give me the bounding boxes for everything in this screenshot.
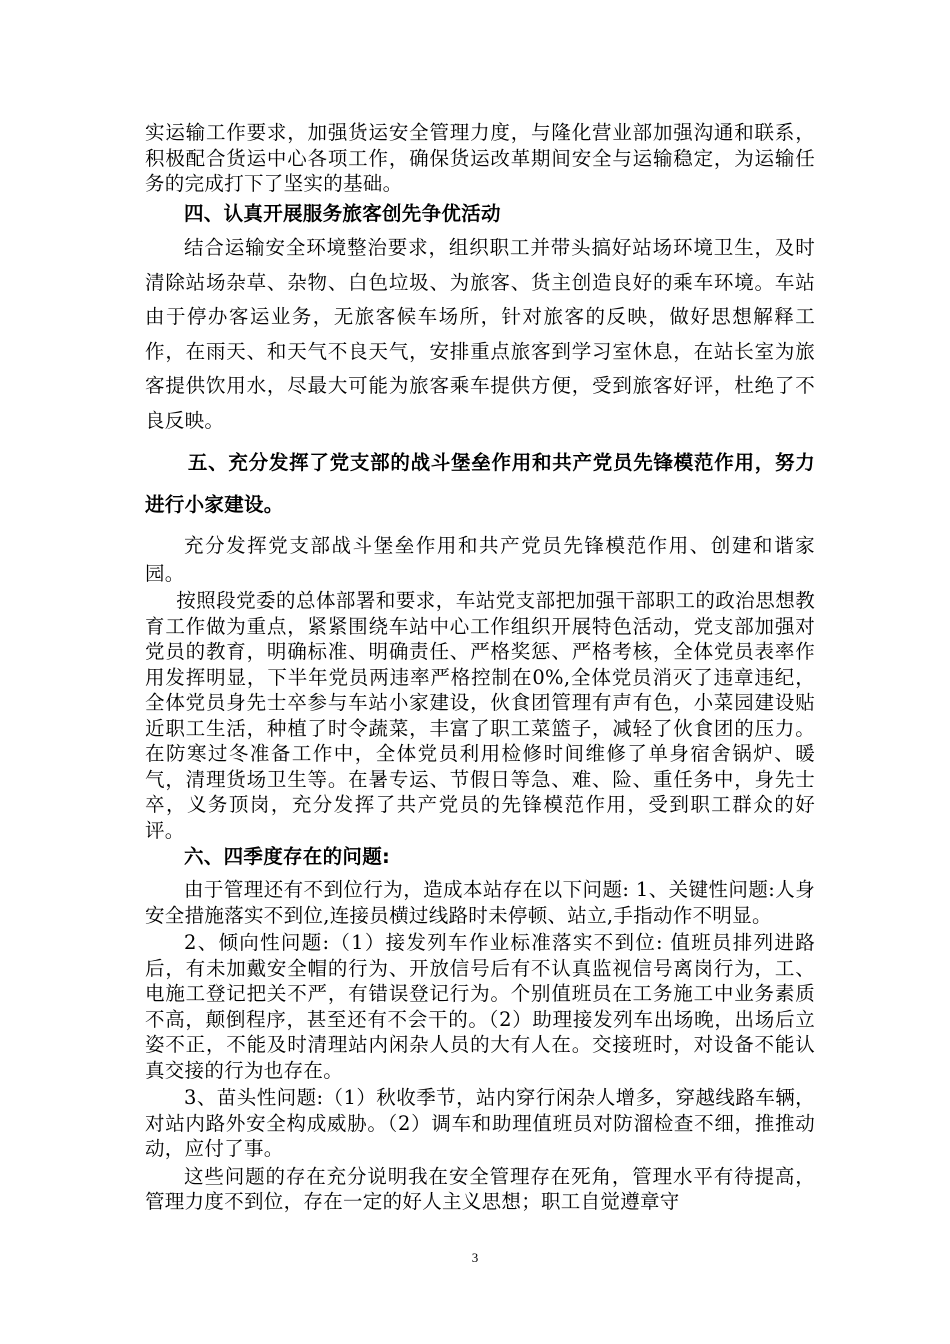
heading-section-5: 五、充分发挥了党支部的战斗堡垒作用和共产党员先锋模范作用，努力进行小家建设。 [145, 451, 815, 516]
paragraph-party-branch-summary: 充分发挥党支部战斗堡垒作用和共产党员先锋模范作用、创建和谐家园。 [145, 534, 815, 585]
document-body [145, 120, 815, 1215]
paragraph-party-branch-detail: 按照段党委的总体部署和要求，车站党支部把加强干部职工的政治思想教育工作做为重点，紧紧围绕车站中心工作组织开展特色活动，党支部加强对党员的教育，明确标准、明确责任、严格奖惩、严格考核，全体党员表率作用发挥明显，下半年党员两违率严格控制在0%,全体党员消灭了违章违纪，全体党员身先士卒参与车站小家建设，伙食团管理有声有色，小菜园建设贴近职工生活，种植了时令蔬菜，丰富了职工菜篮子，减轻了伙食团的压力。在防寒过冬准备工作中，全体党员利用检修时间维修了单身宿舍锅炉、暖气，清理货场卫生等。在暑专运、节假日等急、难、险、重任务中，身先士卒，义务顶岗，充分发挥了共产党员的先锋模范作用，受到职工群众的好评。 [145, 589, 815, 842]
heading-section-4: 四、认真开展服务旅客创先争优活动 [184, 202, 501, 225]
paragraph-early-warning-issues: 3、苗头性问题:（1）秋收季节，站内穿行闲杂人增多，穿越线路车辆，对站内路外安全构成威胁。（2）调车和助理值班员对防溜检查不细，推推动动，应付了事。 [145, 1086, 815, 1160]
heading-section-6: 六、四季度存在的问题: [184, 845, 391, 868]
paragraph-tendency-issues: 2、倾向性问题:（1）接发列车作业标准落实不到位: 值班员排列进路后，有未加戴安全帽的行为、开放信号后有不认真监视信号离岗行为，工、电施工登记把关不严，有错误登记行为。个别值班员在工务施工中业务素质不高，颠倒程序，甚至还有不会干的。（2）助理接发列车出场晚，出场后立姿不正，不能及时清理站内闲杂人员的大有人在。交接班时，对设备不能认真交接的行为也存在。 [145, 931, 815, 1082]
paragraph-freight-safety: 实运输工作要求，加强货运安全管理力度，与隆化营业部加强沟通和联系，积极配合货运中心各项工作，确保货运改革期间安全与运输稳定，为运输任务的完成打下了坚实的基础。 [145, 121, 815, 195]
paragraph-conclusion: 这些问题的存在充分说明我在安全管理存在死角，管理水平有待提高，管理力度不到位，存在一定的好人主义思想；职工自觉遵章守 [145, 1164, 815, 1213]
paragraph-passenger-service: 结合运输安全环境整治要求，组织职工并带头搞好站场环境卫生，及时清除站场杂草、杂物、白色垃圾、为旅客、货主创造良好的乘车环境。车站由于停办客运业务，无旅客候车场所，针对旅客的反映，做好思想解释工作，在雨天、和天气不良天气，安排重点旅客到学习室休息，在站长室为旅客提供饮用水，尽最大可能为旅客乘车提供方便，受到旅客好评，杜绝了不良反映。 [145, 236, 815, 432]
paragraph-key-issues: 由于管理还有不到位行为，造成本站存在以下问题: 1、关键性问题:人身安全措施落实不到位,连接员横过线路时未停顿、站立,手指动作不明显。 [145, 878, 815, 927]
page-number: 3 [471, 1250, 479, 1265]
